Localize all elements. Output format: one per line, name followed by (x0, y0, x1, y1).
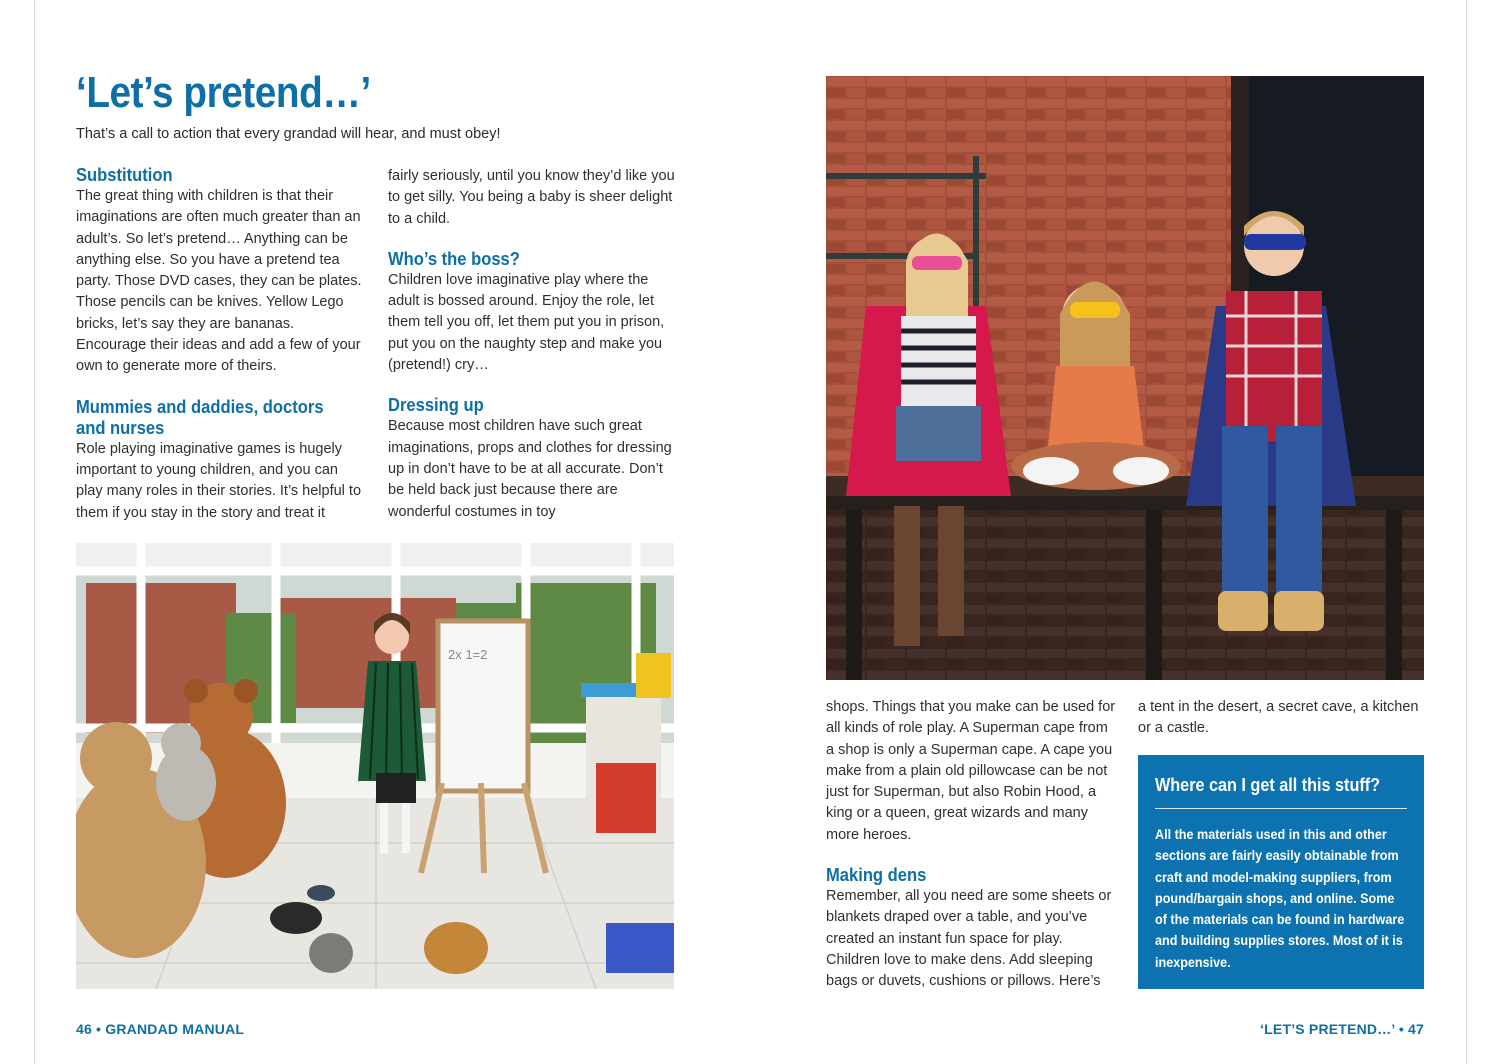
mummies-text: Role playing imaginative games is hugely important to young children, and you can play many roles in their stories. It’s helpful to them if you stay in the story and treat it (76, 440, 362, 521)
boss-text: Children love imaginative play where the adult is bossed around. Enjoy the role, let them tell you off, let them put you in prison, put you on the naughty step and make you (pretend!) cry… (388, 271, 665, 374)
dens-heading: Making dens (826, 865, 927, 886)
classroom-illustration (76, 543, 674, 989)
info-box-text: All the materials used in this and other sections are fairly easily obtainable from craft and model-making suppliers, from pound/bargain shops, and online. Some of the materials can be found in hardware and building supplies stores. Most of it is inexpensive. (1155, 826, 1405, 970)
dressing-text: Because most children have such great imaginations, props and clothes for dressing up in don’t have to be at all accurate. Don’t be held back just because there are wonderful costumes in toy (388, 418, 672, 520)
info-box (1138, 755, 1424, 989)
footer-right-page-number: ‘LET’S PRETEND…’ • 47 (1260, 1021, 1424, 1037)
dressing-heading: Dressing up (388, 395, 484, 416)
page-title: ‘Let’s pretend…’ (76, 68, 371, 117)
column-4 (1138, 697, 1424, 740)
column-3-continued-text: shops. Things that you make can be used for all kinds of role play. A Superman cape from a shop is only a Superman cape. A cape you make from a plain old pillowcase can be not just for Superman, but also Robin Hood, a king or a queen, great wizards and many more heroes. (826, 699, 1116, 843)
superheroes-photo (826, 76, 1424, 680)
page-edge-left (34, 0, 35, 1064)
page-edge-right (1466, 0, 1467, 1064)
boss-heading: Who’s the boss? (388, 248, 520, 269)
column-1 (76, 165, 368, 524)
column-3 (826, 697, 1118, 993)
column-2 (388, 166, 680, 523)
mummies-heading: Mummies and daddies, doctors and nurses (76, 396, 324, 438)
info-box-divider (1155, 808, 1407, 809)
board-writing: 2x 1=2 (448, 647, 488, 662)
dens-text: Remember, all you need are some sheets or blankets draped over a table, and you’ve created an instant fun space for play. Children love to make dens. Add sleeping bags or duvets, cushions or pillows. Here’s (826, 888, 1112, 990)
column-2-continued-text: fairly seriously, until you know they’d like you to get silly. You being a baby is sheer delight to a child. (388, 168, 675, 227)
substitution-text: The great thing with children is that their imaginations are often much greater than an adult’s. So let’s pretend… Anything can be anything else. So you have a pretend tea party. Those DVD cases, they can be plates. Those pencils can be knives. Yellow Lego bricks, let’s say they are bananas. Encourage their ideas and add a few of your own to generate more of theirs. (76, 188, 362, 375)
footer-left-page-number: 46 • GRANDAD MANUAL (76, 1021, 245, 1037)
column-4-continued-text: a tent in the desert, a secret cave, a kitchen or a castle. (1138, 699, 1419, 737)
info-box-heading: Where can I get all this stuff? (1155, 775, 1381, 795)
classroom-photo (76, 543, 674, 989)
superheroes-illustration (826, 76, 1424, 680)
intro-text: That’s a call to action that every grandad will hear, and must obey! (76, 126, 501, 142)
substitution-heading: Substitution (76, 165, 173, 185)
